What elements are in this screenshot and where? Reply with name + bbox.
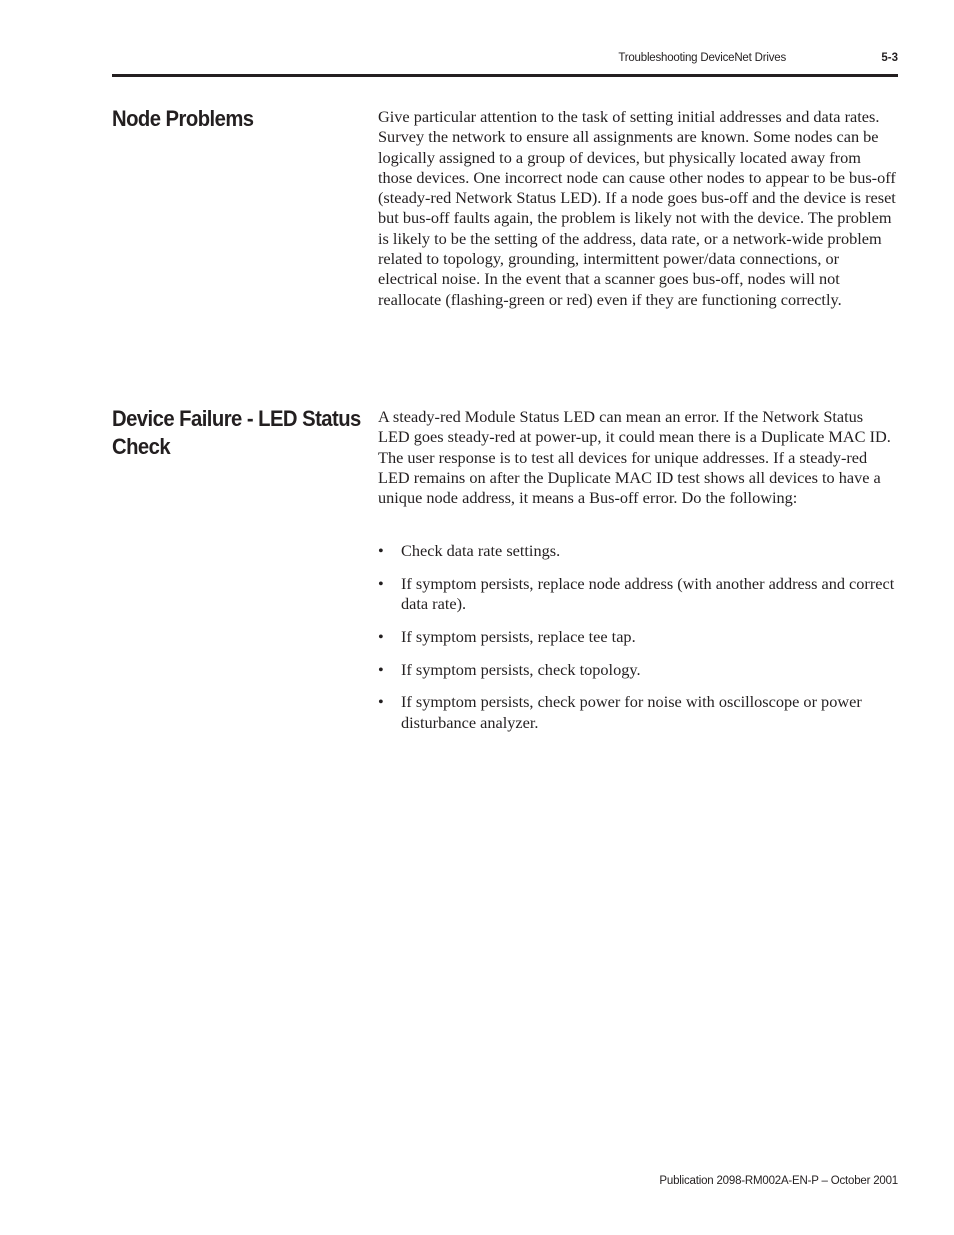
bullet-icon: •	[378, 626, 384, 646]
list-item-text: If symptom persists, replace tee tap.	[401, 626, 636, 646]
list-item-text: If symptom persists, check topology.	[401, 659, 641, 679]
list-item-text: Check data rate settings.	[401, 541, 561, 560]
bullet-icon: •	[378, 541, 384, 560]
list-item-text: If symptom persists, replace node address (with another address and correct data rate).	[401, 573, 895, 614]
running-header	[112, 52, 898, 70]
header-rule	[112, 74, 898, 77]
running-title: Troubleshooting DeviceNet Drives	[618, 52, 786, 64]
bullet-list	[378, 541, 898, 746]
list-item	[378, 627, 898, 647]
section-body-node-problems: Give particular attention to the task of setting initial addresses and data rates. Survey the network to ensure all assignments are known. Some nodes can be logically assigned to a group of devices, but physically located away from those devices. One incorrect node can cause other nodes to appear to be bus-off (steady-red Network Status LED). If a node goes bus-off and the device is reset but bus-off faults again, the problem is likely not with the device. The problem is likely to be the setting of the address, data rate, or a network-wide problem related to topology, grounding, intermittent power/data connections, or electrical noise. In the event that a scanner goes bus-off, nodes will not reallocate (flashing-green or red) even if they are functioning correctly.	[378, 107, 896, 309]
list-item	[378, 541, 898, 561]
section-heading-device-failure: Device Failure - LED Status Check	[112, 406, 361, 459]
list-item	[378, 692, 898, 733]
section-body-device-failure: A steady-red Module Status LED can mean an error. If the Network Status LED goes steady-red at power-up, it could mean there is a Duplicate MAC ID. The user response is to test all devices for unique addresses. If a steady-red LED remains on after the Duplicate MAC ID test shows all devices to have a unique node address, it means a Bus-off error. Do the following:	[378, 407, 891, 508]
page-number: 5-3	[881, 52, 898, 64]
list-item	[378, 574, 898, 615]
bullet-icon: •	[378, 659, 384, 679]
publication-footer: Publication 2098-RM002A-EN-P – October 2001	[659, 1175, 898, 1187]
bullet-icon: •	[378, 573, 384, 593]
list-item	[378, 660, 898, 680]
list-item-text: If symptom persists, check power for noise with oscilloscope or power disturbance analyzer.	[401, 692, 862, 732]
bullet-icon: •	[378, 692, 384, 712]
section-heading-node-problems: Node Problems	[112, 106, 254, 131]
